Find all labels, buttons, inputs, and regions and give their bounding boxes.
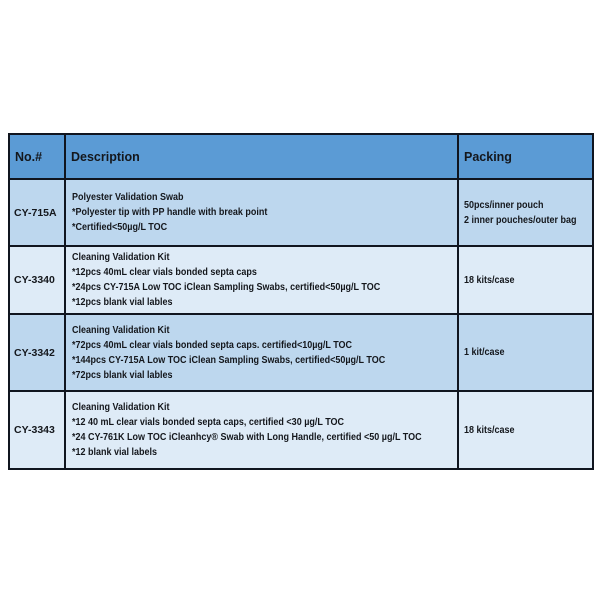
product-description: [65, 179, 458, 246]
product-description: [65, 314, 458, 391]
product-no: CY-3340: [9, 246, 65, 314]
product-packing: [458, 179, 593, 246]
description-line: Cleaning Validation Kit: [72, 252, 170, 263]
table-row-cy-715a: [9, 179, 593, 246]
header-row: [9, 134, 593, 179]
product-packing: [458, 314, 593, 391]
packing-line: 18 kits/case: [464, 424, 515, 436]
description-line: Cleaning Validation Kit: [72, 402, 170, 413]
column-header-no: No.#: [9, 134, 65, 179]
packing-line: 2 inner pouches/outer bag: [464, 214, 577, 226]
product-description: [65, 246, 458, 314]
table-row-cy-3342: [9, 314, 593, 391]
product-packing: [458, 391, 593, 469]
description-line: Polyester Validation Swab: [72, 192, 184, 203]
packing-line: 1 kit/case: [464, 347, 505, 358]
description-line: Cleaning Validation Kit: [72, 324, 170, 336]
description-line: *144pcs CY-715A Low TOC iClean Sampling Swabs, certified<50µg/L TOC: [72, 354, 386, 366]
packing-line: 50pcs/inner pouch: [464, 199, 544, 211]
packing-line: 18 kits/case: [464, 274, 515, 286]
description-line: *72pcs 40mL clear vials bonded septa caps. certified<10µg/L TOC: [72, 339, 353, 351]
product-spec-table: [8, 133, 594, 470]
description-line: *Polyester tip with PP handle with break point: [72, 207, 268, 218]
description-line: *24 CY-761K Low TOC iCleanhcy® Swab with Long Handle, certified <50 µg/L TOC: [72, 432, 422, 443]
product-packing: [458, 246, 593, 314]
table-row-cy-3343: [9, 391, 593, 469]
product-no: CY-715A: [9, 179, 65, 246]
table-row-cy-3340: [9, 246, 593, 314]
description-line: *12pcs 40mL clear vials bonded septa caps: [72, 267, 257, 278]
description-line: *12 40 mL clear vials bonded septa caps, certified <30 µg/L TOC: [72, 417, 345, 428]
product-no: CY-3342: [9, 314, 65, 391]
product-no: CY-3343: [9, 391, 65, 469]
product-description: [65, 391, 458, 469]
description-line: *12pcs blank vial lables: [72, 297, 173, 308]
column-header-packing: Packing: [458, 134, 593, 179]
column-header-description: Description: [65, 134, 458, 179]
description-line: *24pcs CY-715A Low TOC iClean Sampling Swabs, certified<50µg/L TOC: [72, 282, 381, 293]
description-line: *12 blank vial labels: [72, 447, 158, 458]
description-line: *Certified<50µg/L TOC: [72, 222, 168, 233]
description-line: *72pcs blank vial lables: [72, 369, 173, 381]
